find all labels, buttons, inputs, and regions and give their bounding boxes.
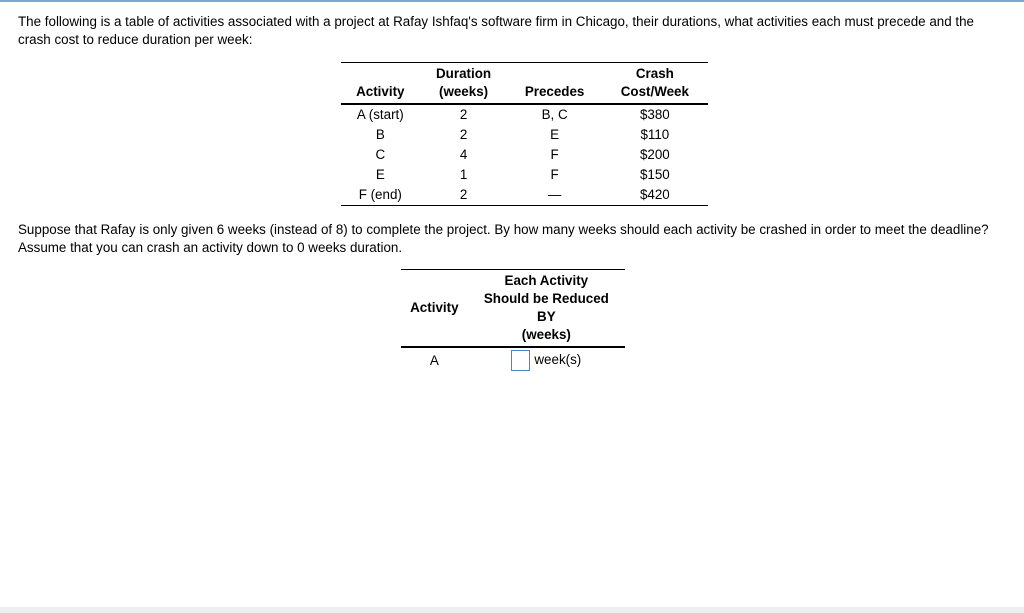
header-precedes: Precedes (508, 63, 602, 105)
activity-cell: E (375, 167, 385, 182)
table-row (341, 165, 708, 185)
table-row (341, 145, 708, 165)
activity-cell: A (429, 352, 439, 368)
bottom-bar (0, 607, 1024, 613)
duration-cell: 2 (459, 127, 468, 142)
unit-label: week(s) (534, 351, 582, 367)
precedes-cell: — (547, 187, 562, 202)
table-header (401, 270, 625, 348)
precedes-cell: F (550, 167, 559, 182)
table-header (341, 63, 708, 105)
top-border (0, 0, 1024, 2)
header-activity: Activity (401, 270, 468, 348)
table-row (341, 125, 708, 145)
answer-cell (468, 347, 625, 372)
cost-cell: $110 (640, 127, 670, 142)
duration-cell: 4 (459, 147, 468, 162)
cost-cell: $420 (639, 187, 670, 202)
header-duration: Duration (weeks) (420, 63, 508, 105)
precedes-cell: E (550, 127, 560, 142)
answer-table (401, 269, 625, 372)
intro-text: The following is a table of activities associated with a project at Rafay Ishfaq's software firm in Chicago, their durations, what activities each must precede and the crash cost to reduce duration per week: (18, 14, 974, 47)
activity-cell: A (start) (356, 107, 404, 122)
activity-cell: F (end) (358, 187, 402, 202)
activity-cell: B (375, 127, 385, 142)
table-row (341, 185, 708, 206)
activities-table (341, 62, 708, 206)
table-row (341, 104, 708, 125)
header-crash-cost: Crash Cost/Week (602, 63, 708, 105)
weeks-input[interactable] (511, 350, 530, 371)
precedes-cell: F (550, 147, 559, 162)
question-text: Suppose that Rafay is only given 6 weeks (instead of 8) to complete the project. By how many weeks should each activity be crashed in order to meet the deadline? Assume that you can crash an activity down to 0 weeks duration. (18, 222, 989, 255)
duration-cell: 1 (459, 167, 468, 182)
cost-cell: $200 (639, 147, 670, 162)
duration-cell: 2 (459, 107, 468, 122)
cost-cell: $380 (639, 107, 670, 122)
precedes-cell: B, C (541, 107, 568, 122)
header-activity: Activity (341, 63, 420, 105)
header-reduce-by: Each Activity Should be Reduced BY (weeks) (468, 270, 625, 348)
cost-cell: $150 (639, 167, 670, 182)
table-row (401, 347, 625, 372)
activity-cell: C (375, 147, 386, 162)
duration-cell: 2 (459, 187, 468, 202)
